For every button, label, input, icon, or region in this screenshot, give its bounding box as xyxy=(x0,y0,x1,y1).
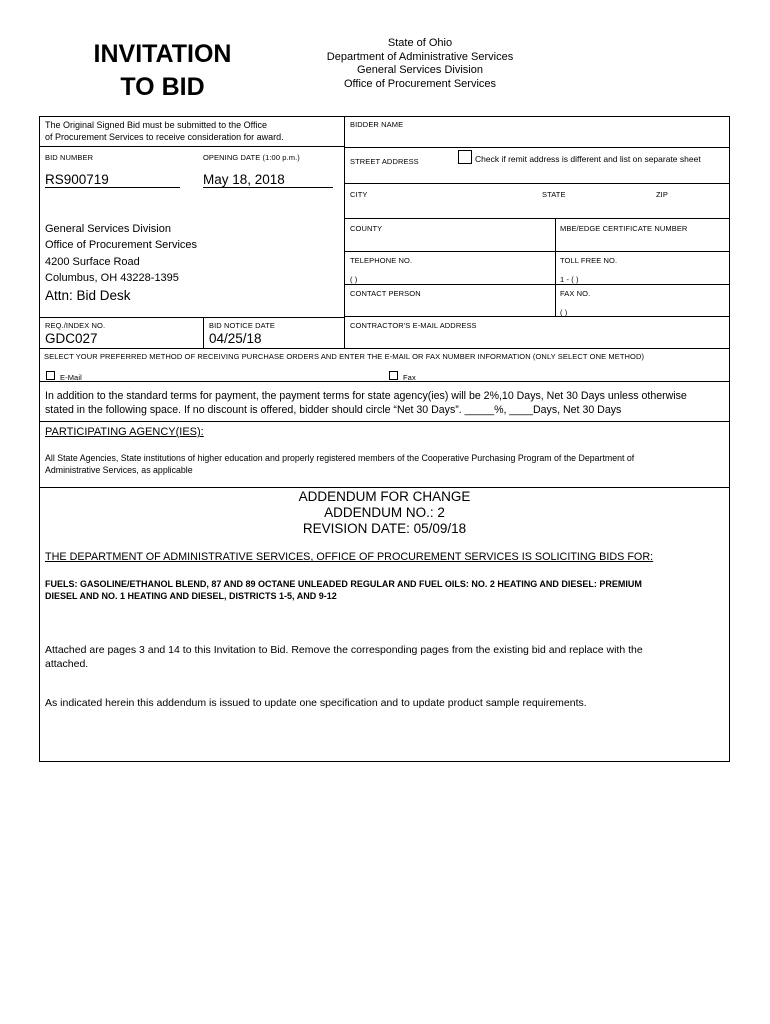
fax-label: FAX NO. xyxy=(560,289,591,298)
participating-line-2: Administrative Services, as applicable xyxy=(45,465,193,475)
payment-terms-line-2: stated in the following space. If no discount is offered, bidder should circle “Net 30 Days”. _____%, ____Days, Net 30 Days xyxy=(45,404,622,416)
telephone-label: TELEPHONE NO. xyxy=(350,256,413,265)
email-field[interactable] xyxy=(345,330,729,347)
column-divider xyxy=(344,116,345,348)
remit-address-label: Check if remit address is different and list on separate sheet xyxy=(475,154,701,164)
divider xyxy=(39,146,344,147)
bid-number-label: BID NUMBER xyxy=(45,153,94,162)
title-line-2: TO BID xyxy=(120,73,205,101)
attached-pages-note xyxy=(45,643,643,671)
state-label: STATE xyxy=(542,190,566,199)
address-line-1: General Services Division xyxy=(45,223,171,235)
revision-date: REVISION DATE: 05/09/18 xyxy=(302,521,467,536)
bid-number-value: RS900719 xyxy=(45,172,180,188)
soliciting-statement: THE DEPARTMENT OF ADMINISTRATIVE SERVICES, OFFICE OF PROCUREMENT SERVICES IS SOLICITING BIDS FOR: xyxy=(45,551,654,563)
address-line-2: Office of Procurement Services xyxy=(45,238,198,251)
agency-state: State of Ohio xyxy=(387,37,453,49)
fuels-description xyxy=(45,578,642,602)
mailing-address xyxy=(45,222,197,286)
participating-heading: PARTICIPATING AGENCY(IES): xyxy=(45,426,204,438)
divider xyxy=(203,317,204,348)
divider xyxy=(344,251,730,252)
bid-notice-date-value: 04/25/18 xyxy=(209,331,262,346)
agency-office: Office of Procurement Services xyxy=(343,77,497,90)
req-index-label: REQ./INDEX NO. xyxy=(45,321,106,330)
divider xyxy=(344,316,730,317)
toll-free-fill[interactable]: 1 - ( ) xyxy=(560,275,579,284)
street-address-label: STREET ADDRESS xyxy=(350,157,419,166)
remit-address-checkbox[interactable] xyxy=(458,150,472,164)
divider xyxy=(39,381,730,382)
address-line-4: Columbus, OH 43228-1395 xyxy=(45,271,179,284)
fax-option-label: Fax xyxy=(403,373,416,382)
divider xyxy=(344,147,730,148)
telephone-fill[interactable]: ( ) xyxy=(350,275,358,284)
mbe-certificate-label: MBE/EDGE CERTIFICATE NUMBER xyxy=(560,224,688,233)
participating-text xyxy=(45,452,634,476)
divider xyxy=(39,348,730,349)
fax-fill[interactable]: ( ) xyxy=(560,308,568,317)
remit-checkbox-row xyxy=(458,150,701,164)
agency-department: Department of Administrative Services xyxy=(326,50,514,63)
form-title xyxy=(60,38,265,104)
agency-block xyxy=(300,37,540,91)
opening-date-value: May 18, 2018 xyxy=(203,172,333,188)
notice-line-1: The Original Signed Bid must be submitted to the Office xyxy=(45,120,267,130)
notice-line-2: of Procurement Services to receive consideration for award. xyxy=(45,132,284,142)
payment-terms-line-1: In addition to the standard terms for payment, the payment terms for state agency(ies) will be 2%,10 Days, Net 30 Days unless otherwise xyxy=(45,390,687,402)
addendum-heading xyxy=(39,489,730,537)
contact-person-label: CONTACT PERSON xyxy=(350,289,421,298)
divider xyxy=(39,487,730,488)
county-label: COUNTY xyxy=(350,224,383,233)
bid-notice-date-label: BID NOTICE DATE xyxy=(209,321,275,330)
zip-label: ZIP xyxy=(656,190,668,199)
fuels-line-2: DIESEL AND NO. 1 HEATING AND DIESEL, DISTRICTS 1-5, AND 9-12 xyxy=(45,591,337,601)
address-line-3: 4200 Surface Road xyxy=(45,256,140,268)
payment-terms xyxy=(45,389,687,417)
method-label: SELECT YOUR PREFERRED METHOD OF RECEIVING PURCHASE ORDERS AND ENTER THE E-MAIL OR FAX NUMBER INFORMATION (ONLY SELECT ONE METHOD) xyxy=(44,352,645,361)
title-line-1: INVITATION xyxy=(93,40,232,68)
fax-checkbox[interactable] xyxy=(389,371,398,380)
divider xyxy=(39,421,730,422)
divider xyxy=(39,317,344,318)
attn-bid-desk: Attn: Bid Desk xyxy=(45,288,131,303)
opening-date-label: OPENING DATE (1:00 p.m.) xyxy=(203,153,300,162)
email-label: CONTRACTOR'S E-MAIL ADDRESS xyxy=(350,321,477,330)
participating-line-1: All State Agencies, State institutions of higher education and properly registered members of the Cooperative Purchasing Program of the Department of xyxy=(45,453,635,463)
addendum-number: ADDENDUM NO.: 2 xyxy=(324,505,445,520)
submission-notice xyxy=(45,119,284,143)
bidder-name-field[interactable] xyxy=(345,129,729,146)
attached-line-1: Attached are pages 3 and 14 to this Invitation to Bid. Remove the corresponding pages from the existing bid and replace with the xyxy=(45,644,643,656)
city-label: CITY xyxy=(350,190,368,199)
divider xyxy=(344,218,730,219)
email-option-label: E-Mail xyxy=(60,373,82,382)
divider xyxy=(344,284,730,285)
divider xyxy=(555,218,556,316)
toll-free-label: TOLL FREE NO. xyxy=(560,256,618,265)
addendum-title: ADDENDUM FOR CHANGE xyxy=(298,489,471,504)
addendum-purpose: As indicated herein this addendum is issued to update one specification and to update product sample requirements. xyxy=(45,697,587,709)
fuels-line-1: FUELS: GASOLINE/ETHANOL BLEND, 87 AND 89 OCTANE UNLEADED REGULAR AND FUEL OILS: NO. 2 HEATING AND DIESEL: PREMIUM xyxy=(45,579,642,589)
attached-line-2: attached. xyxy=(45,658,89,670)
agency-division: General Services Division xyxy=(357,64,483,76)
email-checkbox[interactable] xyxy=(46,371,55,380)
divider xyxy=(344,183,730,184)
req-index-value: GDC027 xyxy=(45,331,98,346)
bidder-name-label: BIDDER NAME xyxy=(350,120,404,129)
